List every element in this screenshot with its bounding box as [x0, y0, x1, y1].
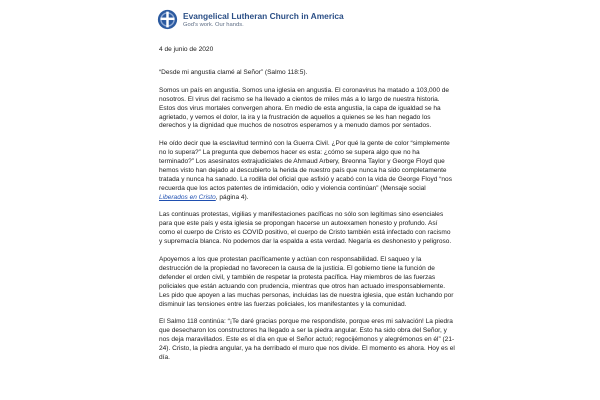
paragraph-3: Las continuas protestas, vigilias y manifestaciones pacíficas no sólo son legítimas sino esenciales para que este país y esta iglesia se propongan hacerse un autoexamen honesto y profundo. Así como el cuerpo de Cristo es COVID positivo, el cuerpo de Cristo también está infectado con racismo y supremacía blanca. No podemos dar la espalda a esta verdad. Negaría es deshonesto y peligroso.	[159, 211, 452, 246]
paragraph-2-tail: , página 4).	[215, 193, 249, 201]
paragraph-5: El Salmo 118 continúa: “¡Te daré gracias porque me respondiste, porque eres mi salvación! La piedra que desecharon los constructores ha llegado a ser la piedra angular. Esto ha sido obra del Señor, y nos deja maravillados. Este es el día en que el Señor actuó; regocijémonos y alegrémonos en él” (21-24). Cristo, la piedra angular, ya ha derribado el muro que nos divide. El momento es ahora. Hoy es el día.	[159, 318, 455, 361]
paragraph-2	[159, 140, 455, 202]
organization-name: Evangelical Lutheran Church in America	[183, 10, 344, 21]
organization-tagline: God's work. Our hands.	[183, 21, 244, 28]
scripture-quote: “Desde mi angustia clamé al Señor” (Salmo 118:5).	[159, 69, 308, 76]
letter-date: 4 de junio de 2020	[159, 46, 214, 53]
letterhead-text	[183, 11, 344, 29]
elca-cross-logo-icon	[157, 9, 178, 30]
letterhead	[157, 9, 344, 30]
paragraph-4: Apoyemos a los que protestan pacíficamente y actúan con responsabilidad. El saqueo y la destrucción de la propiedad no favorecen la causa de la justicia. El gobierno tiene la función de defender el orden civil, y también de respetar la protesta pacífica. Hay miembros de las fuerzas policiales que están actuando con prudencia, mientras que otros han actuado irresponsablemente. Les pido que apoyen a las muchas personas, incluidas las de nuestra iglesia, que están luchando por disminuir las tensiones entre las fuerzas policiales, los manifestantes y la comunidad.	[159, 255, 454, 308]
paragraph-2-text: He oído decir que la esclavitud terminó con la Guerra Civil. ¿Por qué la gente de color “simplemente no lo supera?” La pregunta que debemos hacer es esta: ¿cómo se supera algo que no ha terminado?” Los asesinatos extrajudiciales de Ahmaud Arbery, Breonna Taylor y George Floyd que hemos visto han dejado al descubierto la herida de nuestro país que nunca ha sido completamente tratada y nunca ha sanado. La rodilla del oficial que asfixió y acabó con la vida de George Floyd “nos recuerda que los actos patentes de intimidación, odio y violencia continúan” (Mensaje social	[159, 140, 452, 192]
letter-body	[159, 69, 455, 372]
liberados-en-cristo-link[interactable]: Liberados en Cristo	[159, 193, 216, 201]
paragraph-1: Somos un país en angustia. Somos una iglesia en angustia. El coronavirus ha matado a 103,000 de nosotros. El virus del racismo se ha llevado a cientos de miles más a lo largo de nuestra historia. Estos dos virus mortales convergen ahora. En medio de esta angustia, la capa de igualdad se ha agrietado, y vemos el dolor, la ira y la frustración de aquellos a quienes se les han negado los derechos y la dignidad que muchos de nosotros esperamos y a menudo damos por sentados.	[159, 86, 450, 130]
